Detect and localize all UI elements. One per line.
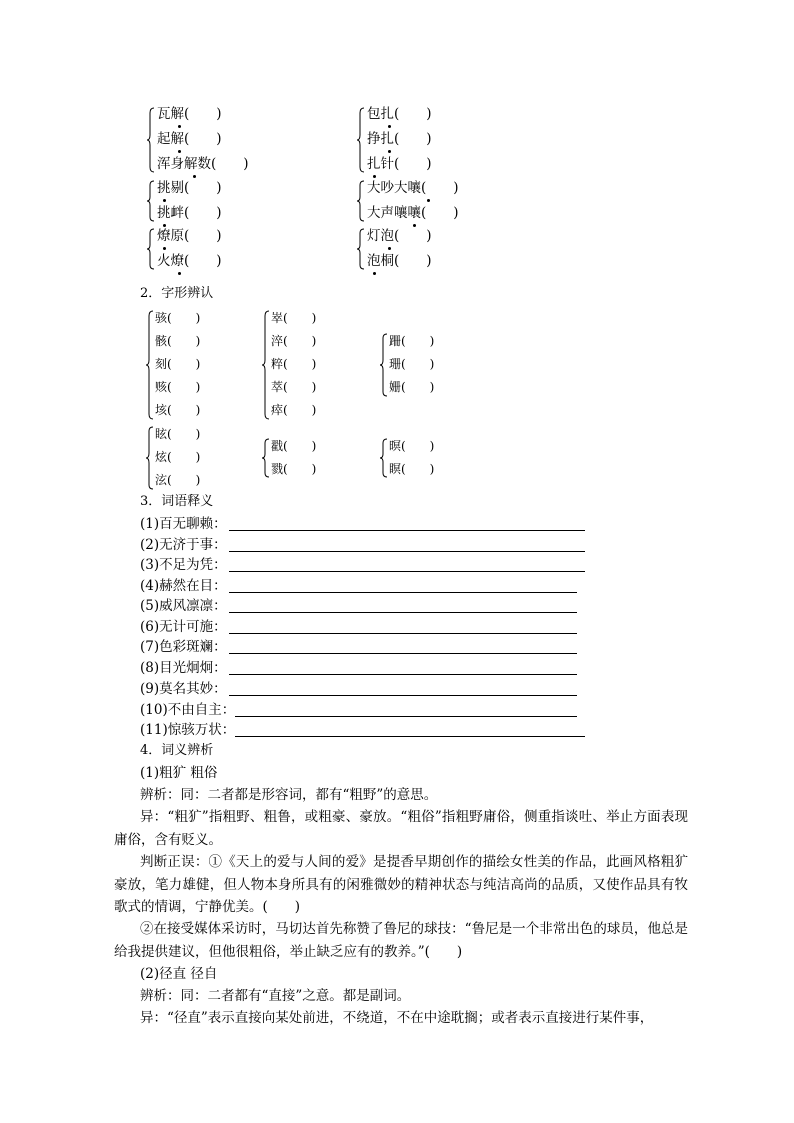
glyph-item: 赅( )	[155, 380, 201, 394]
pinyin-item: 包扎( )	[367, 106, 432, 122]
glyph-item: 崒( )	[271, 311, 317, 325]
glyph-item: 萃( )	[271, 380, 317, 394]
brace-icon	[147, 180, 155, 222]
answer-line[interactable]	[229, 571, 585, 572]
pinyin-item: 扎针( )	[367, 156, 432, 172]
definition-term: (4)赫然在目：	[140, 578, 227, 594]
glyph-item: 暝( )	[389, 439, 435, 453]
emphasis-dot	[427, 199, 430, 202]
pinyin-item: 火燎( )	[157, 253, 222, 269]
glyph-item: 珊( )	[389, 357, 435, 371]
glyph-item: 垓( )	[155, 403, 201, 417]
brace-icon	[146, 426, 154, 490]
pinyin-item: 起解( )	[157, 131, 222, 147]
pinyin-item: 燎原( )	[157, 228, 222, 244]
paragraph: 异：“径直”表示直接向某处前进，不绕道，不在中途耽搁；或者表示直接进行某件事，	[140, 1010, 654, 1026]
emphasis-dot	[178, 150, 181, 153]
glyph-item: 眩( )	[155, 427, 201, 441]
pinyin-item: 泡桐( )	[367, 253, 432, 269]
definition-term: (5)威风凛凛：	[140, 598, 227, 614]
pinyin-item: 大声嚷嚷( )	[367, 205, 459, 221]
pinyin-item: 灯泡( )	[367, 228, 432, 244]
answer-line[interactable]	[229, 530, 585, 531]
answer-line[interactable]	[229, 674, 577, 675]
definition-term: (11)惊骇万状：	[140, 722, 236, 738]
glyph-item: 瞑( )	[389, 462, 435, 476]
definition-term: (1)百无聊赖：	[140, 516, 227, 532]
pinyin-item: 瓦解( )	[157, 106, 222, 122]
emphasis-dot	[163, 199, 166, 202]
definition-term: (8)目光炯炯：	[140, 660, 227, 676]
paragraph: ②在接受媒体采访时，马切达首先称赞了鲁尼的球技：“鲁尼是一个非常出色的球员，他总是给我提供建议，但他很粗俗，举止缺乏应有的教养。”( )	[114, 921, 688, 960]
section-heading: 4．词义辨析	[140, 743, 214, 758]
pinyin-item: 大吵大嚷( )	[367, 180, 459, 196]
answer-line[interactable]	[229, 633, 577, 634]
subsection-title: (1)粗犷 粗俗	[140, 765, 218, 781]
glyph-item: 瘁( )	[271, 403, 317, 417]
emphasis-dot	[388, 247, 391, 250]
paragraph: 辨析：同：二者都有“直接”之意。都是副词。	[140, 988, 411, 1004]
paragraph: 判断正误：①《天上的爱与人间的爱》是提香早期创作的描绘女性美的作品，此画风格粗犷豪放，笔力雄健，但人物本身所具有的闲雅微妙的精神状态与纯洁高尚的品质，又使作品具有牧歌式的情调，宁静优美。( )	[114, 854, 688, 915]
brace-icon	[357, 228, 365, 270]
section-heading: 3．词语释义	[140, 494, 214, 509]
emphasis-dot	[373, 272, 376, 275]
glyph-item: 跚( )	[389, 334, 435, 348]
brace-icon	[357, 107, 365, 173]
answer-line[interactable]	[229, 612, 577, 613]
glyph-item: 戮( )	[271, 462, 317, 476]
answer-line[interactable]	[235, 716, 577, 717]
answer-line[interactable]	[229, 551, 585, 552]
emphasis-dot	[163, 247, 166, 250]
brace-icon	[147, 228, 155, 270]
glyph-item: 戳( )	[271, 439, 317, 453]
glyph-item: 骸( )	[155, 334, 201, 348]
brace-icon	[146, 310, 154, 420]
definition-term: (6)无计可施：	[140, 619, 227, 635]
glyph-item: 炫( )	[155, 450, 201, 464]
subsection-title: (2)径直 径自	[140, 966, 218, 982]
pinyin-item: 挑剔( )	[157, 180, 222, 196]
emphasis-dot	[178, 125, 181, 128]
glyph-item: 泫( )	[155, 473, 201, 487]
definition-term: (10)不由自主：	[140, 702, 236, 718]
emphasis-dot	[178, 272, 181, 275]
pinyin-item: 挣扎( )	[367, 131, 432, 147]
section-heading: 2．字形辨认	[140, 286, 214, 301]
emphasis-dot	[388, 150, 391, 153]
glyph-item: 淬( )	[271, 334, 317, 348]
brace-icon	[147, 107, 155, 173]
pinyin-item: 浑身解数( )	[157, 156, 249, 172]
answer-line[interactable]	[229, 695, 577, 696]
paragraph: 辨析：同：二者都是形容词，都有“粗野”的意思。	[140, 787, 438, 803]
paragraph: 异：“粗犷”指粗野、粗鲁，或粗豪、豪放。“粗俗”指粗野庸俗，侧重指谈吐、举止方面表现庸俗，含有贬义。	[114, 809, 688, 848]
brace-icon	[380, 438, 388, 478]
glyph-item: 姗( )	[389, 380, 435, 394]
brace-icon	[262, 310, 270, 420]
answer-line[interactable]	[229, 653, 577, 654]
brace-icon	[380, 333, 388, 397]
definition-term: (9)莫名其妙：	[140, 681, 227, 697]
glyph-item: 刻( )	[155, 357, 201, 371]
brace-icon	[262, 438, 270, 478]
brace-icon	[357, 180, 365, 222]
answer-line[interactable]	[235, 736, 585, 737]
pinyin-item: 挑衅( )	[157, 205, 222, 221]
glyph-item: 骇( )	[155, 311, 201, 325]
definition-term: (3)不足为凭：	[140, 557, 227, 573]
answer-line[interactable]	[229, 592, 577, 593]
definition-term: (7)色彩斑斓：	[140, 639, 227, 655]
definition-term: (2)无济于事：	[140, 537, 227, 553]
glyph-item: 粹( )	[271, 357, 317, 371]
emphasis-dot	[388, 125, 391, 128]
